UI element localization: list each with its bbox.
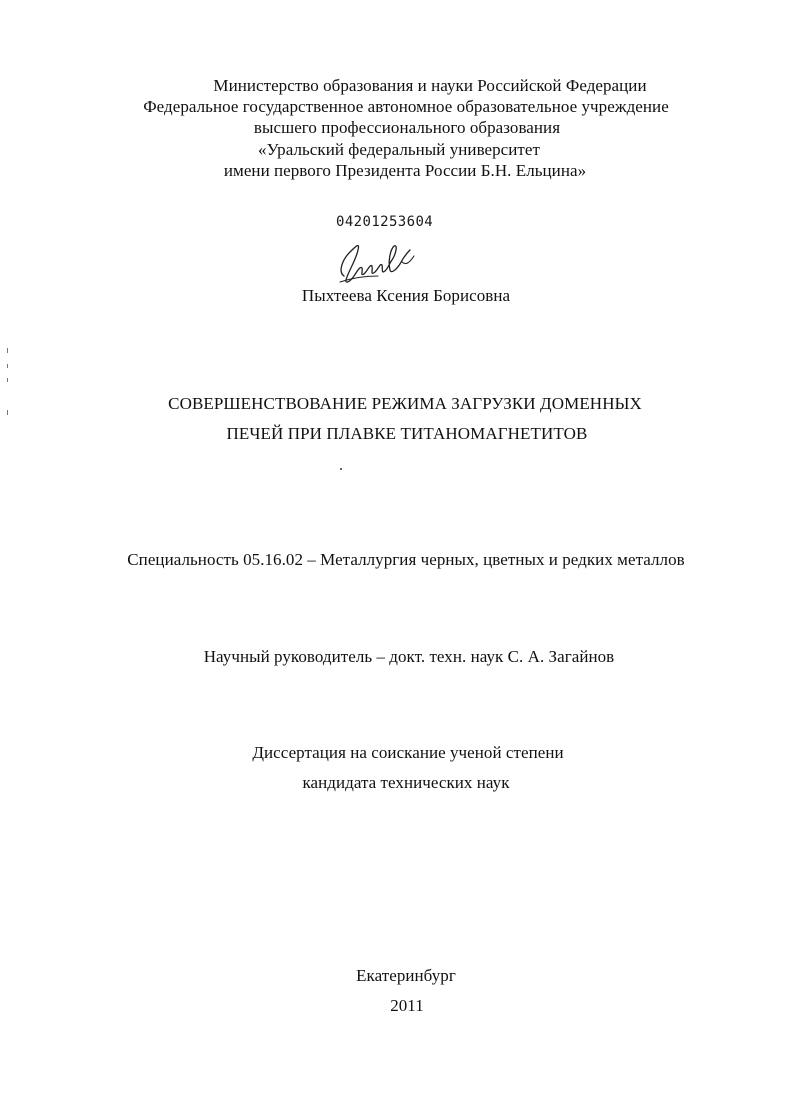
- margin-mark: [7, 348, 8, 353]
- registration-number: 04201253604: [336, 214, 434, 230]
- footer-year: 2011: [390, 996, 424, 1015]
- degree-line-2: кандидата технических наук: [302, 773, 510, 792]
- signature-icon: [330, 232, 420, 288]
- margin-mark: [7, 364, 8, 368]
- header-line-university: «Уральский федеральный университет: [258, 140, 540, 159]
- dissertation-title-line-2: ПЕЧЕЙ ПРИ ПЛАВКЕ ТИТАНОМАГНЕТИТОВ: [226, 424, 588, 443]
- margin-mark: [7, 378, 8, 382]
- degree-line-1: Диссертация на соискание ученой степени: [252, 743, 564, 762]
- margin-mark: [7, 410, 8, 415]
- header-line-education-level: высшего профессионального образования: [253, 118, 561, 137]
- header-line-institution-type: Федеральное государственное автономное образовательное учреждение: [143, 97, 669, 116]
- footer-city: Екатеринбург: [356, 966, 456, 985]
- scan-dot: [340, 468, 342, 470]
- header-line-university-name: имени первого Президента России Б.Н. Ельцина»: [223, 161, 587, 180]
- supervisor-line: Научный руководитель – докт. техн. наук С. А. Загайнов: [203, 647, 615, 666]
- dissertation-title-line-1: СОВЕРШЕНСТВОВАНИЕ РЕЖИМА ЗАГРУЗКИ ДОМЕННЫХ: [168, 394, 642, 413]
- specialty-line: Специальность 05.16.02 – Металлургия черных, цветных и редких металлов: [127, 550, 685, 569]
- header-line-ministry: Министерство образования и науки Российской Федерации: [213, 76, 647, 95]
- author-name: Пыхтеева Ксения Борисовна: [301, 286, 511, 305]
